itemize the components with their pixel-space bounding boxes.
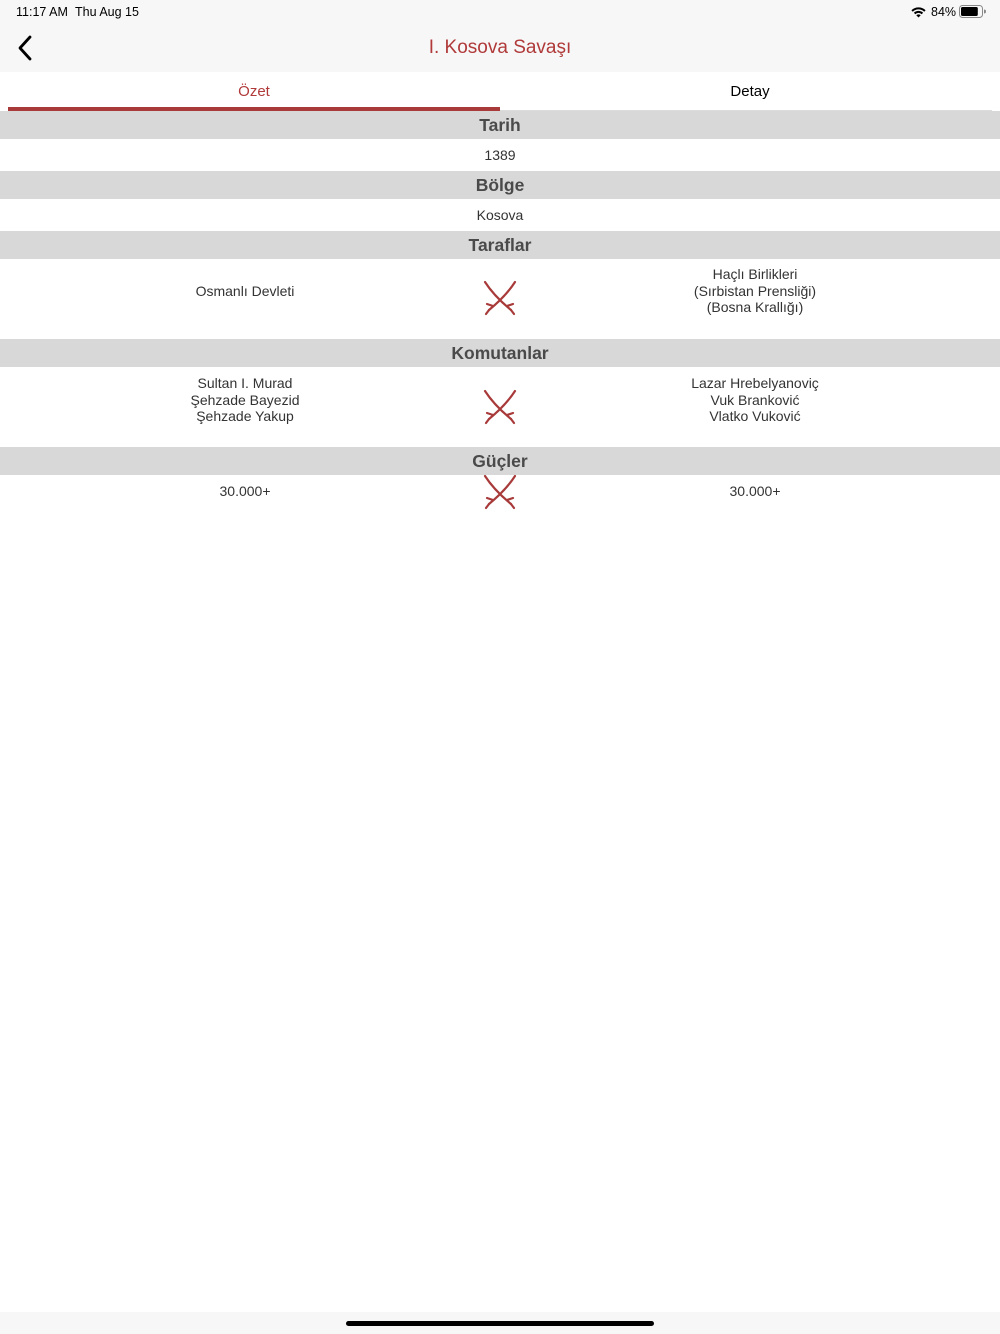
region-value: Kosova <box>476 207 524 223</box>
tab-detay[interactable]: Detay <box>730 83 770 100</box>
sides-right <box>610 266 900 316</box>
sides-right-line: (Sırbistan Prensliği) <box>693 282 817 299</box>
sides-left <box>100 283 390 300</box>
status-date: Thu Aug 15 <box>75 5 139 19</box>
crossed-swords-icon <box>482 474 518 510</box>
commanders-left <box>100 375 390 425</box>
date-value: 1389 <box>484 147 516 163</box>
commander-name: Vuk Branković <box>710 391 800 408</box>
section-header-gucler: Güçler <box>0 447 1000 475</box>
tab-ozet[interactable]: Özet <box>238 83 270 100</box>
crossed-swords-icon <box>482 389 518 425</box>
page-title: I. Kosova Savaşı <box>428 37 572 58</box>
status-bar <box>0 0 1000 24</box>
commander-name: Şehzade Bayezid <box>190 391 300 408</box>
forces-value: 30.000+ <box>219 483 271 499</box>
commander-name: Sultan I. Murad <box>197 375 293 391</box>
section-header-bolge: Bölge <box>0 171 1000 199</box>
status-time: 11:17 AM <box>16 5 68 19</box>
sides-right-line: Haçlı Birlikleri <box>712 266 798 282</box>
commander-name: Lazar Hrebelyanoviç <box>691 375 819 391</box>
forces-right <box>610 483 900 500</box>
wifi-icon <box>910 5 927 18</box>
sides-left-line: Osmanlı Devleti <box>195 283 295 299</box>
navigation-bar <box>0 24 1000 72</box>
forces-value: 30.000+ <box>729 483 781 499</box>
crossed-swords-icon <box>482 280 518 316</box>
commander-name: Vlatko Vuković <box>709 408 801 424</box>
forces-left <box>100 483 390 500</box>
battery-icon <box>959 5 986 18</box>
section-header-tarih: Tarih <box>0 111 1000 139</box>
commanders-right <box>610 375 900 425</box>
commander-name: Şehzade Yakup <box>196 408 294 424</box>
section-header-taraflar: Taraflar <box>0 231 1000 259</box>
sides-right-line: (Bosna Krallığı) <box>706 299 804 315</box>
home-indicator[interactable] <box>346 1321 654 1326</box>
battery-percentage: 84% <box>931 5 957 19</box>
segmented-tabs <box>0 72 1000 111</box>
section-header-komutanlar: Komutanlar <box>0 339 1000 367</box>
